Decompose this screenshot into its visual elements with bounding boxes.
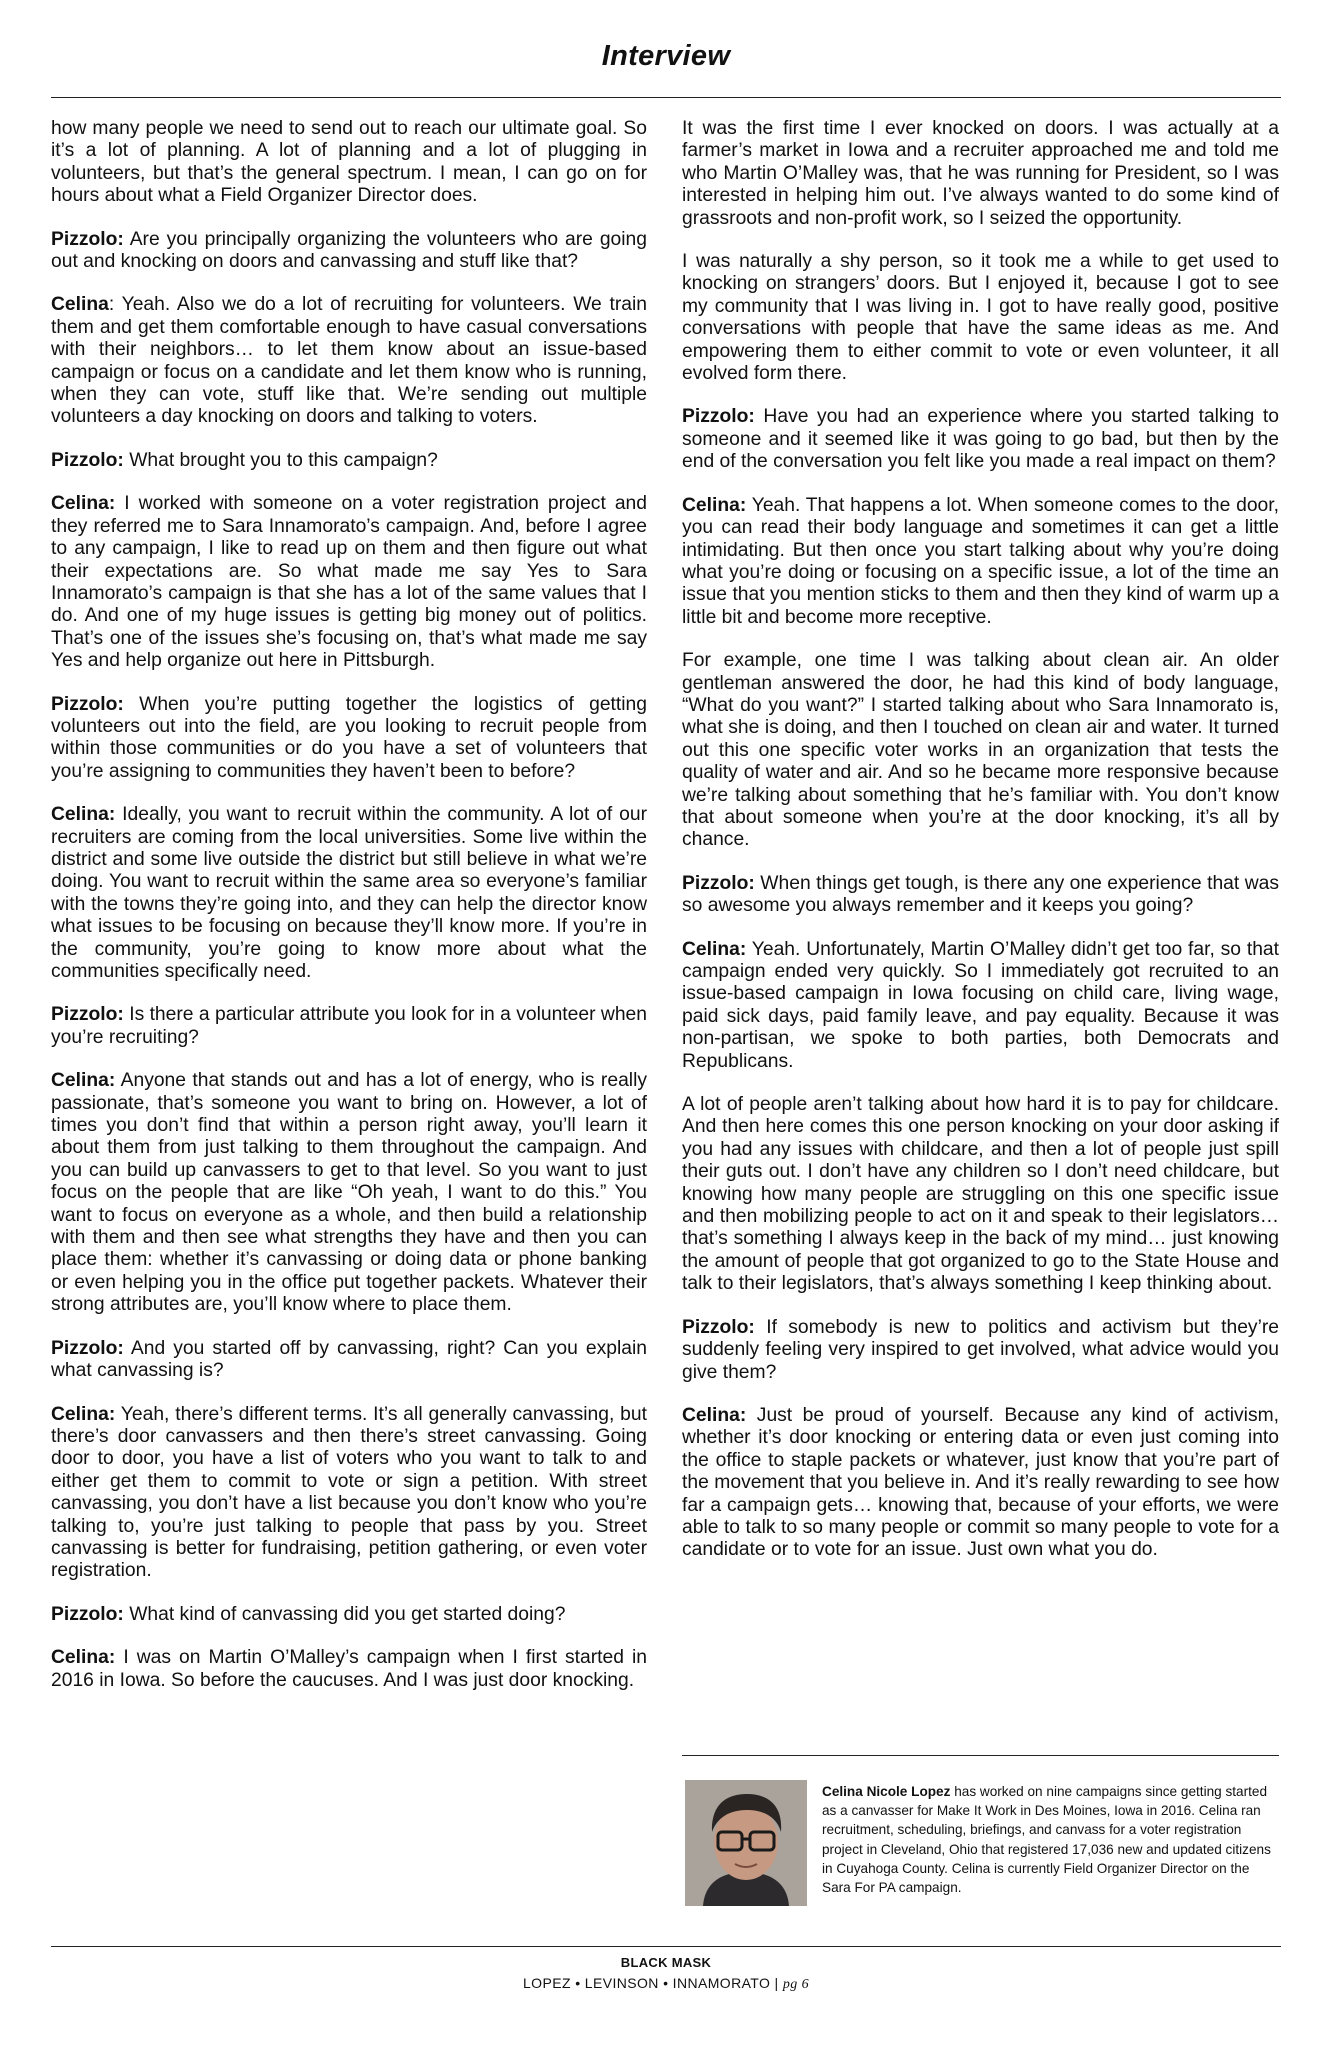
paragraph-text: Anyone that stands out and has a lot of energy, who is really passionate, that’s someone you want to bring on. However, a lot of times you don’t find that within a person right away, you’ll learn it about them from just talking to them throughout the campaign. And you can build up canvassers to get to that level. So you want to just focus on the people that are like “Oh yeah, I want to do this.” You want to focus on everyone as a whole, and then build a relationship with them and then see what strengths they have and then you can place them: whether it’s canvassing or doing data or phone banking or even helping you in the office put together packets. Whatever their strong attributes are, you’ll know where to place them. <box>51 1070 647 1316</box>
paragraph <box>682 495 1279 629</box>
footer-rule <box>51 1946 1281 1947</box>
paragraph-text: I was naturally a shy person, so it took me a while to get used to knocking on strangers’ doors. But I enjoyed it, because I got to see my community that I was living in. I got to have really good, positive conversations with people that have the same ideas as me. And empowering them to either commit to vote or even volunteer, it all evolved form there. <box>682 251 1279 385</box>
paragraph <box>682 251 1279 385</box>
credits-separator: | <box>770 1975 783 1991</box>
speaker-label: Celina <box>51 294 109 316</box>
paragraph-text: A lot of people aren’t talking about how hard it is to pay for childcare. And then here comes this one person knocking on your door asking if you had any issues with childcare, and then a lot of people just spill their guts out. I don’t have any children so I don’t need childcare, but knowing how many people are struggling on this one specific issue and then mobilizing people to act on it and speak to their legislators… that’s something I always keep in the back of my mind… just knowing the amount of people that got organized to go to the State House and talk to their legislators, that’s always something I keep thinking about. <box>682 1094 1279 1295</box>
paragraph <box>682 650 1279 852</box>
paragraph <box>51 493 647 672</box>
paragraph-text: : Yeah. Also we do a lot of recruiting for volunteers. We train them and get them comfortable enough to have casual conversations with their neighbors… to let them know about an issue-based campaign or focus on a candidate and let them know who is running, when they can vote, stuff like that. We’re sending out multiple volunteers a day knocking on doors and talking to voters. <box>51 294 647 428</box>
speaker-label: Pizzolo: <box>51 1004 124 1026</box>
portrait-illustration <box>685 1780 807 1906</box>
paragraph-text: I was on Martin O’Malley’s campaign when I first started in 2016 in Iowa. So before the caucuses. And I was just door knocking. <box>51 1647 647 1691</box>
paragraph-text: If somebody is new to politics and activism but they’re suddenly feeling very inspired to get involved, what advice would you give them? <box>682 1316 1279 1383</box>
speaker-label: Pizzolo: <box>682 872 755 894</box>
paragraph-text: What kind of canvassing did you get started doing? <box>123 1603 566 1625</box>
speaker-label: Celina: <box>682 1404 747 1426</box>
bio-text <box>822 1782 1279 1897</box>
right-column <box>682 118 1279 1583</box>
speaker-label: Pizzolo: <box>51 1337 124 1359</box>
paragraph <box>682 1317 1279 1384</box>
paragraph-text: Have you had an experience where you started talking to someone and it seemed like it was going to go bad, but then by the end of the conversation you felt like you made a real impact on them? <box>682 406 1279 473</box>
speaker-label: Celina: <box>51 1647 116 1669</box>
paragraph <box>51 694 647 784</box>
author-photo <box>685 1780 807 1906</box>
paragraph-text: how many people we need to send out to reach our ultimate goal. So it’s a lot of planning. A lot of planning and a lot of plugging in volunteers, but that’s the general spectrum. I mean, I can go on for hours about what a Field Organizer Director does. <box>51 118 647 207</box>
paragraph <box>51 804 647 983</box>
header-rule <box>51 97 1281 98</box>
publication-name: BLACK MASK <box>620 1955 712 1970</box>
paragraph <box>682 118 1279 230</box>
paragraph-text: I worked with someone on a voter registration project and they referred me to Sara Innamorato’s campaign. And, before I agree to any campaign, I like to read up on them and then figure out what their expectations are. So what made me say Yes to Sara Innamorato’s campaign is that she has a lot of the same values that I do. And one of my huge issues is getting big money out of politics. That’s one of the issues she’s focusing on, that’s what made me say Yes and help organize out here in Pittsburgh. <box>51 493 647 672</box>
paragraph-text: Yeah, there’s different terms. It’s all generally canvassing, but there’s door canvassers and then there’s street canvassing. Going door to door, you have a list of voters who you want to talk to and either get them to commit to vote or sign a petition. With street canvassing, you don’t have a list because you don’t know who you’re talking to, you’re just talking to people that pass by you. Street canvassing is better for fundraising, petition gathering, or even voter registration. <box>51 1403 647 1582</box>
paragraph-text: Are you principally organizing the volunteers who are going out and knocking on doors and canvassing and stuff like that? <box>51 228 647 273</box>
speaker-label: Celina: <box>682 494 747 516</box>
speaker-label: Pizzolo: <box>51 449 124 471</box>
speaker-label: Pizzolo: <box>51 1603 124 1625</box>
speaker-label: Pizzolo: <box>51 693 124 715</box>
speaker-label: Celina: <box>682 938 747 960</box>
paragraph-text: And you started off by canvassing, right? Can you explain what canvassing is? <box>51 1337 647 1382</box>
page-number: pg 6 <box>782 1977 809 1992</box>
paragraph <box>51 1004 647 1049</box>
bio-name: Celina Nicole Lopez <box>822 1784 951 1799</box>
paragraph-text: Just be proud of yourself. Because any kind of activism, whether it’s door knocking or entering data or even just coming into the office to staple packets or whatever, just know that you’re part of the movement that you believe in. And it’s really rewarding to see how far a campaign gets… knowing that, because of your efforts, we were able to talk to so many people or commit so many people to vote for a candidate or to vote for an issue. Just own what you do. <box>682 1404 1279 1561</box>
paragraph <box>51 1604 647 1626</box>
bio-rule <box>682 1755 1279 1756</box>
bio-box <box>682 1778 1279 1908</box>
paragraph <box>51 1338 647 1383</box>
paragraph-text: For example, one time I was talking about clean air. An older gentleman answered the door, he had this kind of body language, “What do you want?” I started talking about who Sara Innamorato is, what she is doing, and then I touched on clean air and water. It turned out this one specific voter works in an organization that tests the quality of water and air. And so he became more responsive because we’re talking about something that he’s familiar with. You don’t know that about someone when you’re at the door knocking, it’s all by chance. <box>682 650 1279 851</box>
paragraph <box>682 873 1279 918</box>
bio-description: has worked on nine campaigns since getting started as a canvasser for Make It Work in Des Moines, Iowa in 2016. Celina ran recruitment, scheduling, briefings, and canvass for a voter registration project in Cleveland, Ohio that registered 17,036 new and updated citizens in Cuyahoga County. Celina is currently Field Organizer Director on the Sara For PA campaign. <box>822 1784 1271 1896</box>
speaker-label: Celina: <box>51 1070 116 1092</box>
paragraph <box>682 1405 1279 1562</box>
paragraph <box>51 294 647 428</box>
footer-credits <box>0 1975 1332 1993</box>
paragraph-text: Yeah. Unfortunately, Martin O’Malley didn’t get too far, so that campaign ended very quickly. So I immediately got recruited to an issue-based campaign in Iowa focusing on child care, living wage, paid sick days, paid family leave, and pay equality. Because it was non-partisan, we spoke to both parties, both Democrats and Republicans. <box>682 938 1279 1072</box>
paragraph <box>51 1070 647 1316</box>
paragraph <box>51 1404 647 1583</box>
paragraph <box>51 450 647 472</box>
speaker-label: Pizzolo: <box>51 228 124 250</box>
credits-names: LOPEZ • LEVINSON • INNAMORATO <box>523 1975 771 1991</box>
paragraph-text: When you’re putting together the logistics of getting volunteers out into the field, are you looking to recruit people from within those communities or do you have a set of volunteers that you’re assigning to communities they haven’t been to before? <box>51 693 647 782</box>
paragraph-text: Is there a particular attribute you look for in a volunteer when you’re recruiting? <box>51 1004 647 1048</box>
paragraph <box>51 1647 647 1692</box>
speaker-label: Celina: <box>51 1403 116 1425</box>
speaker-label: Celina: <box>51 493 116 515</box>
paragraph <box>51 229 647 274</box>
speaker-label: Pizzolo: <box>682 406 755 428</box>
paragraph-text: Ideally, you want to recruit within the community. A lot of our recruiters are coming from the local universities. Some live within the district and some live outside the district but still believe in what we’re doing. You want to recruit within the same area so everyone’s familiar with the towns they’re going into, and they can help the director know what issues to be focusing on because they’ll know more. If you’re in the community, you’re going to know more about what the communities specifically need. <box>51 804 647 982</box>
paragraph <box>682 406 1279 473</box>
speaker-label: Celina: <box>51 804 116 826</box>
paragraph <box>682 1094 1279 1296</box>
paragraph-text: When things get tough, is there any one experience that was so awesome you always remember and it keeps you going? <box>682 872 1279 917</box>
page-title: Interview <box>601 40 731 72</box>
paragraph <box>682 939 1279 1073</box>
left-column <box>51 118 647 1713</box>
paragraph-text: It was the first time I ever knocked on doors. I was actually at a farmer’s market in Iowa and a recruiter approached me and told me who Martin O’Malley was, that he was running for President, so I was interested in helping him out. I’ve always wanted to do some kind of grassroots and non-profit work, so I seized the opportunity. <box>682 118 1279 229</box>
speaker-label: Pizzolo: <box>682 1316 755 1338</box>
paragraph-text: What brought you to this campaign? <box>123 449 438 471</box>
paragraph <box>51 118 647 208</box>
paragraph-text: Yeah. That happens a lot. When someone comes to the door, you can read their body language and sometimes it can get a little intimidating. But then once you start talking about why you’re doing what you’re doing or focusing on a specific issue, a lot of the time an issue that you mention sticks to them and then they kind of warm up a little bit and become more receptive. <box>682 494 1279 628</box>
